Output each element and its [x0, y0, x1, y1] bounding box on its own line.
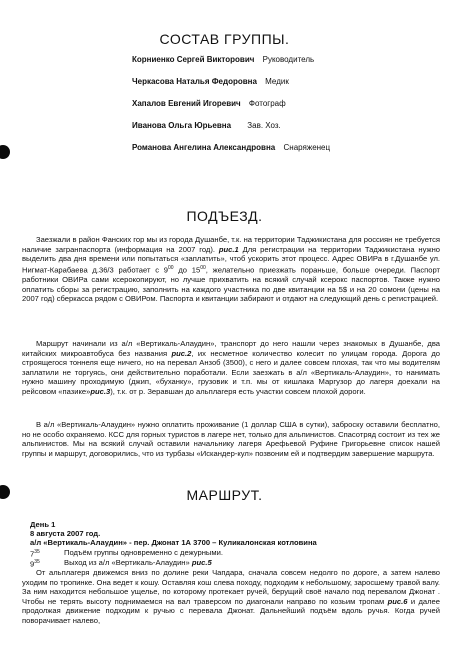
superscript: 00: [168, 264, 174, 271]
member-name: Корниенко Сергей Викторович: [132, 55, 255, 64]
text: Маршрут начинали из а/л «Вертикаль-Алаудин», транспорт до него нашли через знакомых в Душанбе, два китайских микроавтобуса без названия: [22, 339, 440, 358]
binder-hole: [0, 145, 10, 159]
team-member: [132, 143, 442, 165]
figure-ref: рис.5: [191, 558, 212, 567]
day-date: 8 августа 2007 год.: [30, 529, 101, 538]
section-title-route: МАРШРУТ.: [186, 487, 263, 503]
text: до 15: [173, 265, 201, 275]
time: 7: [30, 549, 35, 559]
team-member: [132, 99, 442, 121]
text: Для регистрации на территории Таджикистана нужно выделить два дня времени или попытаться «заплатить», чтоб ускорить этот процесс. Адрес ОВИРа в г.Душанбе ул. Нигмат-Карабаева д.36/3 работает с 9: [22, 244, 440, 275]
text: От альплагеря движемся вниз по долине реки Чапдара, сначала совсем недолго по дороге, а затем налево уходим по тропинке. Она ведет к кошу. Оставляя кош слева походу, подходим к небольшому, заросшему травой валу. За ним находится небольшое ущелье, по которому протекает ручей, берущий своё начало под перевалом Джонат . Чтобы не терять высоту поднимаемся на вал траверсом по диагонали направо по козьим тропам: [22, 568, 440, 606]
section-title-approach: ПОДЪЕЗД.: [186, 208, 263, 224]
member-role: Руководитель: [262, 55, 315, 64]
text: Заезжали в район Фанских гор мы из города Душанбе, т.к. на территории Таджикистана для россиян не требуется наличие загранпаспорта (информация на 2007 год).: [22, 235, 440, 254]
text: , желательно приезжать пораньше, больше очереди. Паспорт работники ОВИРа сами ксерокопируют, но лучше прихватить на всякий случай ксерокс паспортов. Также нужно оплатить сборы за регистрацию, заполнить на каждого участника по две квитанции на 5$ и на 20 сомони (цены на 2007 год) сберкасса рядом с ОВИРом. Паспорта и квитанции забирают и отдают на следующий день с регистрацией.: [22, 265, 440, 304]
team-member: [132, 55, 442, 77]
text: , их несметное количество колесит по улицам города. Дорога до строящегося тоннеля еще ничего, но на перевал Анзоб (3500), с него и далее совсем плохая, так что мы водителям заплатили не торгуясь, они действительно поработали. Если заезжать в а/л «Вертикаль-Алаудин», то нанимать нужно машину проходимую (джип, «буханку», грузовик и т.п. мы от кишлака Маргузор до лагеря доехали на рейсовом «пазике»: [22, 348, 440, 396]
time-minutes: 35: [34, 559, 40, 565]
text: ), т.к. от р. Зеравшан до альплагеря есть участки совсем плохой дороги.: [110, 386, 366, 396]
team-list: [132, 55, 442, 165]
day-label: День 1: [30, 520, 56, 529]
figure-ref: рис.2: [171, 348, 192, 358]
day-route: а/л «Вертикаль-Алаудин» - пер. Джонат 1А 3700 – Куликалонская котловина: [30, 538, 317, 547]
section-title-team: СОСТАВ ГРУППЫ.: [159, 31, 290, 47]
schedule-item: [30, 548, 40, 559]
paragraph-transport: [22, 339, 440, 397]
schedule-text: [64, 558, 212, 567]
figure-ref: рис.1: [218, 244, 239, 254]
team-member: [132, 121, 442, 143]
day-header: [30, 520, 430, 547]
member-role: Медик: [265, 77, 289, 86]
text: Выход из а/л «Вертикаль-Алаудин»: [64, 558, 192, 567]
schedule-text: Подъём группы одновременно с дежурными.: [64, 548, 223, 557]
figure-ref: рис.6: [387, 596, 408, 606]
member-name: Черкасова Наталья Федоровна: [132, 77, 257, 86]
schedule-item: [30, 558, 40, 569]
team-member: [132, 77, 442, 99]
time: 9: [30, 559, 35, 569]
figure-ref: рис.3: [90, 386, 111, 396]
superscript: 00: [200, 264, 206, 271]
text: В а/л «Вертикаль-Алаудин» нужно оплатить проживание (1 доллар США в сутки), заброску оставили бесплатно, но не особо охраняемо. КСС для горных туристов в лагере нет, только для альпинистов. Спасотряд состоит из тех же альпинистов. Мы на всякий случай оставили начальнику лагеря Арефьевой Руфине Григорьевне список нашей группы и маршрут, договорились, что из турбазы «Искандер-кул» позвоним ей и подтвердим завершение маршрута.: [22, 420, 440, 458]
member-role: Зав. Хоз.: [247, 121, 281, 130]
text: и далее продолжая движение подходим к ручью с перевала Джонат. Дальнейший подъём вдоль ручья. Когда ручей поворачивает налево,: [22, 596, 440, 625]
member-name: Иванова Ольга Юрьевна: [132, 121, 232, 130]
paragraph-camp: [22, 420, 440, 458]
member-role: Фотограф: [248, 99, 286, 108]
time-minutes: 35: [34, 549, 40, 555]
member-name: Хапалов Евгений Игоревич: [132, 99, 241, 108]
paragraph-registration: [22, 235, 440, 304]
member-role: Снаряженец: [283, 143, 331, 152]
member-name: Романова Ангелина Александровна: [132, 143, 276, 152]
paragraph-day1: [22, 568, 440, 626]
